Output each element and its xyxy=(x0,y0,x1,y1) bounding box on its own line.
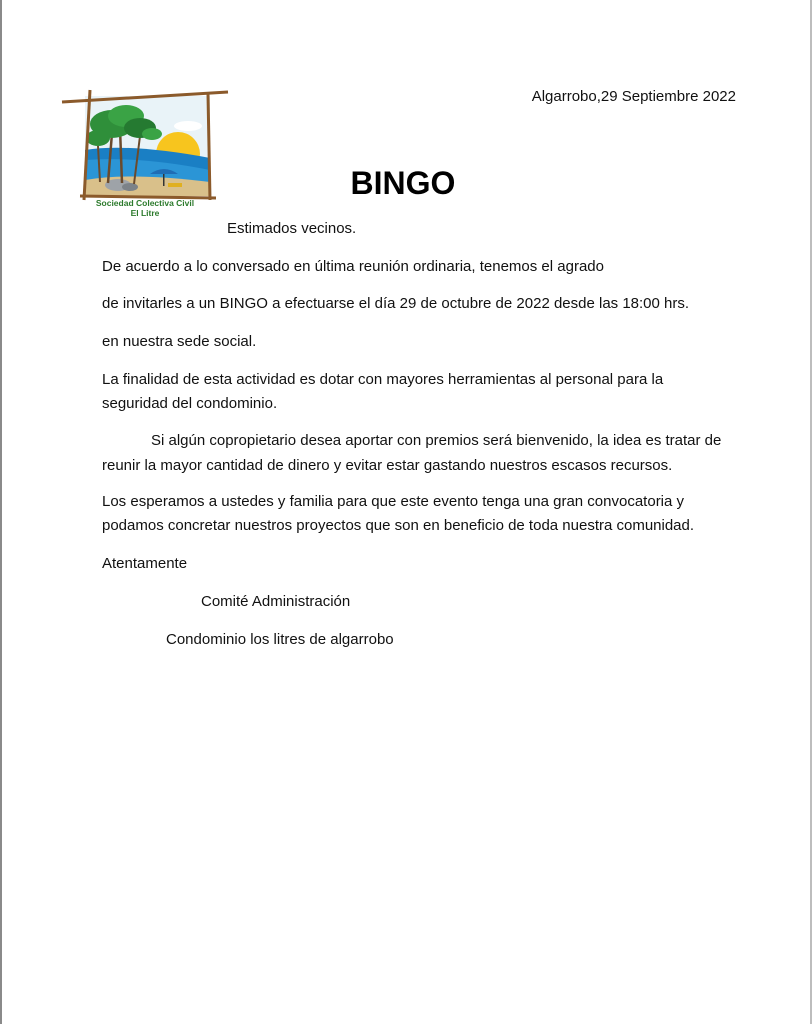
closing-organization: Condominio los litres de algarrobo xyxy=(166,631,394,648)
closing-signer: Comité Administración xyxy=(201,593,351,610)
paragraph-2-line-1: de invitarles a un BINGO a efectuarse el día 29 de octubre de 2022 desde las 18:00 hrs. xyxy=(102,295,690,312)
paragraph-5-line-2: reunir la mayor cantidad de dinero y evitar estar gastando nuestros escasos recursos. xyxy=(102,457,673,474)
page-title-text: BINGO xyxy=(350,165,456,201)
letter-date: Algarrobo,29 Septiembre 2022 xyxy=(531,88,736,105)
closing-salutation: Atentamente xyxy=(102,555,188,572)
page-left-edge xyxy=(0,0,2,1024)
paragraph-6-line-2: podamos concretar nuestros proyectos que son en beneficio de toda nuestra comunidad. xyxy=(102,517,695,534)
paragraph-4-line-1: La finalidad de esta actividad es dotar con mayores herramientas al personal para la xyxy=(102,371,664,388)
paragraph-4-line-2: seguridad del condominio. xyxy=(102,395,278,412)
paragraph-5-line-1: Si algún copropietario desea aportar con premios será bienvenido, la idea es tratar de xyxy=(151,432,722,449)
logo-caption-line1: Sociedad Colectiva Civil xyxy=(95,198,195,208)
greeting: Estimados vecinos. xyxy=(227,220,357,237)
paragraph-1-line-1: De acuerdo a lo conversado en última reunión ordinaria, tenemos el agrado xyxy=(102,258,604,275)
paragraph-3-line-1: en nuestra sede social. xyxy=(102,333,257,350)
logo-caption-line2: El Litre xyxy=(130,207,160,218)
page-title xyxy=(0,165,812,202)
paragraph-6-line-1: Los esperamos a ustedes y familia para que este evento tenga una gran convocatoria y xyxy=(102,493,685,510)
